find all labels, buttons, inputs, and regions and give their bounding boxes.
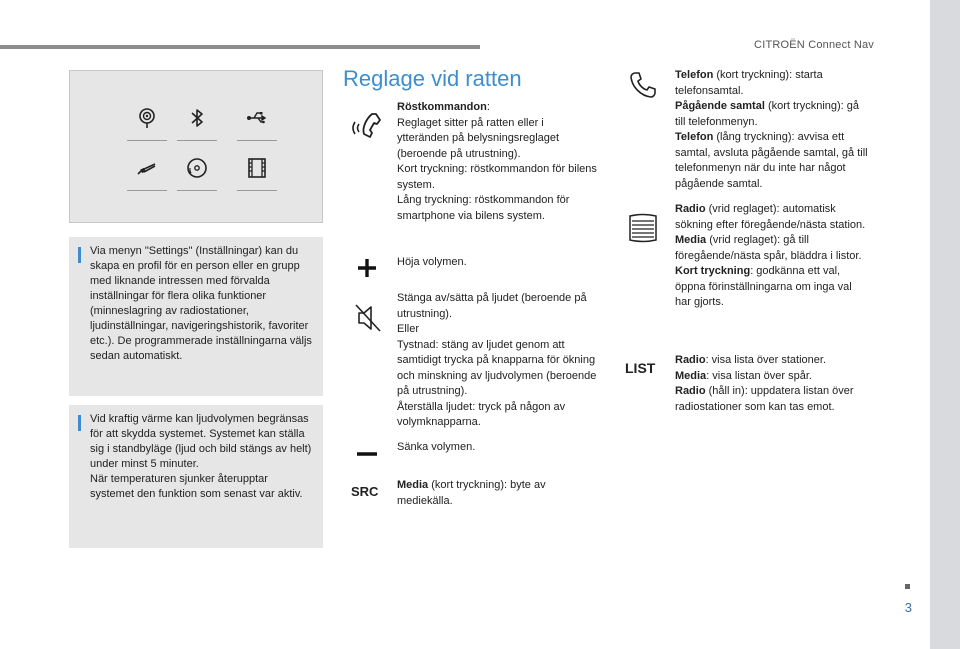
wheel-label-3: Kort tryckning xyxy=(675,265,751,277)
end-marker xyxy=(905,584,910,589)
page-edge-strip xyxy=(930,0,960,649)
source-icons-panel xyxy=(69,70,323,223)
phone-text-3: (lång tryckning): avvisa ett samtal, avsluta pågående samtal, gå till telefonmenyn när du inte har något pågående samtal. xyxy=(675,131,868,190)
list-text-2: : visa listan över spår. xyxy=(706,369,812,382)
bluetooth-icon xyxy=(177,107,217,147)
cd-icon xyxy=(177,157,217,197)
list-label-2: Media xyxy=(675,369,707,382)
phone-label-3: Telefon xyxy=(675,131,714,143)
mute-text: Stänga av/sätta på ljudet (beroende på utrustning). Eller Tystnad: stäng av ljudet genom att samtidigt trycka på knapparna för ökning och minskning av ljudvolymen (beroende på utrustning). Återställa ljudet: tryck på någon av volymknapparna. xyxy=(397,292,597,428)
wheel-label-1: Radio xyxy=(675,203,706,215)
phone-text-1: (kort tryckning): starta telefonsamtal. xyxy=(675,69,823,97)
voice-command-label: Röstkommandon xyxy=(397,101,487,113)
brand-title: CITROËN Connect Nav xyxy=(754,39,874,51)
info-bar-icon xyxy=(78,415,81,431)
aux-icon xyxy=(127,157,167,197)
plus-icon xyxy=(356,257,378,279)
src-button-label: SRC xyxy=(351,484,379,499)
mute-icon xyxy=(354,302,382,334)
video-icon xyxy=(237,157,277,197)
phone-text-2: (kort tryckning): gå till telefonmenyn. xyxy=(675,100,860,128)
note-profiles xyxy=(69,237,323,396)
voice-command-icon xyxy=(350,110,384,144)
note-text: Via menyn "Settings" (Inställningar) kan du skapa en profil för en person eller en grupp med liknande intressen med förvalda inställningar för flera olika funktioner (minneslagring av radiostationer, ljudinställningar, navigeringshistorik, favoriter etc.). De programmerade inställningarna väljs sedan automatiskt. xyxy=(90,245,312,362)
src-label: Media xyxy=(397,479,429,491)
usb-icon xyxy=(237,107,277,147)
list-text-1: : visa lista över stationer. xyxy=(705,354,827,366)
volume-down-text: Sänka volymen. xyxy=(397,441,476,453)
wheel-text-3: : godkänna ett val, öppna förinställningarna om inga val har gjorts. xyxy=(675,265,852,308)
wheel-text-1: (vrid reglaget): automatisk sökning efter föregående/nästa station. xyxy=(675,203,866,231)
voice-command-text: Reglaget sitter på ratten eller i ytteränden på belysningsreglaget (beroende på utrustning). Kort tryckning: röstkommandon för bilens system. Lång tryckning: röstkommandon för smartphone via bilens system. xyxy=(397,116,597,222)
section-title: Reglage vid ratten xyxy=(343,66,522,91)
minus-icon xyxy=(356,450,378,458)
list-label-1: Radio xyxy=(675,354,706,366)
phone-label-1: Telefon xyxy=(675,69,714,81)
wheel-text-2: (vrid reglaget): gå till föregående/nästa spår, bläddra i listor. xyxy=(675,234,862,262)
volume-up-text: Höja volymen. xyxy=(397,256,467,268)
list-text-3: (håll in): uppdatera listan över radiostationer som kan tas emot. xyxy=(675,385,854,413)
phone-item xyxy=(675,68,870,192)
audio-settings-icon xyxy=(127,107,167,147)
phone-label-2: Pågående samtal xyxy=(675,100,765,112)
src-text: (kort tryckning): byte av mediekälla. xyxy=(397,479,546,507)
thumbwheel-icon xyxy=(626,213,660,243)
header-rule xyxy=(0,45,480,49)
volume-up-item xyxy=(397,255,597,271)
note-text: Vid kraftig värme kan ljudvolymen begränsas för att skydda systemet. Systemet kan ställa sig i standbyläge (ljud och bild stängs av helt) under minst 5 minuter. När temperaturen sjunker återupptar systemet den funktion som senast var aktiv. xyxy=(90,413,312,500)
mute-item xyxy=(397,291,597,431)
note-heat xyxy=(69,405,323,548)
voice-command-item: Röstkommandon: Reglaget sitter på ratten eller i ytteränden på belysningsreglaget (beroende på utrustning). Kort tryckning: röstkommandon för bilens system. Lång tryckning: röstkommandon för smartphone via bilens system. xyxy=(397,100,597,224)
page-number: 3 xyxy=(904,600,912,615)
wheel-label-2: Media xyxy=(675,234,707,246)
list-item xyxy=(675,353,870,415)
wheel-item xyxy=(675,202,870,311)
volume-down-item xyxy=(397,440,597,456)
info-bar-icon xyxy=(78,247,81,263)
list-label-3: Radio xyxy=(675,385,706,397)
list-button-label: LIST xyxy=(625,360,656,376)
phone-icon xyxy=(628,70,658,100)
src-item xyxy=(397,478,597,509)
